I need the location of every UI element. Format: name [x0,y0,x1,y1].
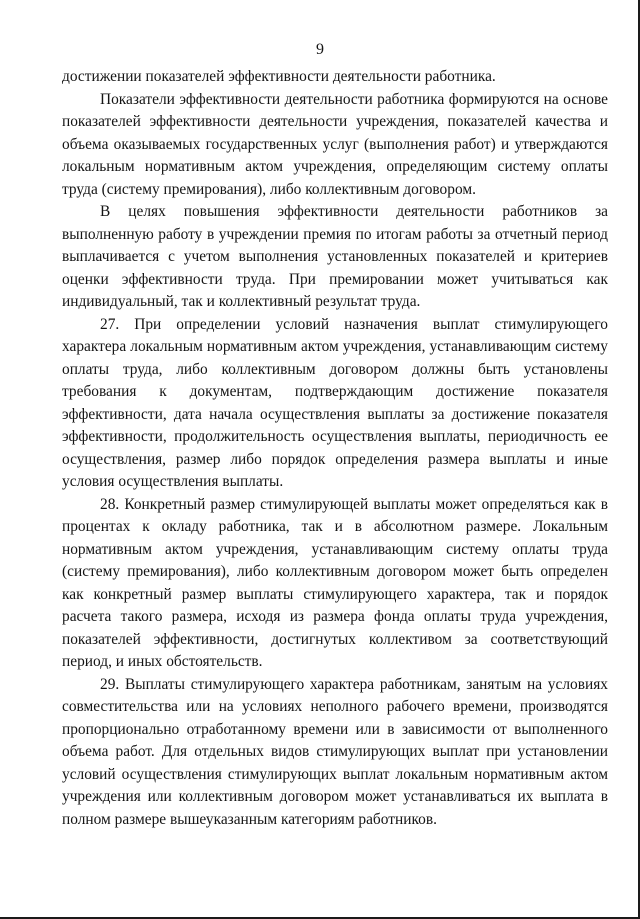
paragraph-bonus-purpose: В целях повышения эффективности деятельности работников за выполненную работу в учреждении премия по итогам работы за отчетный период выплачивается с учетом выполнения установленных показателей и критериев оценки эффективности труда. При премировании может учитываться как индивидуальный, так и коллективный результат труда. [62,203,608,310]
paragraph-continuation: достижении показателей эффективности деятельности работника. [62,68,496,85]
paragraph-clause-29: 29. Выплаты стимулирующего характера работникам, занятым на условиях совместительства или на условиях неполного рабочего времени, производятся пропорционально отработанному времени или в зависимости от выполненного объема работ. Для отдельных видов стимулирующих выплат при установлении условий осуществления стимулирующих выплат локальным нормативным актом учреждения или коллективным договором может устанавливаться их выплата в полном размере вышеуказанным категориям работников. [62,675,608,828]
page-number: 9 [316,41,324,58]
paragraph-clause-27: 27. При определении условий назначения выплат стимулирующего характера локальным нормативным актом учреждения, устанавливающим систему оплаты труда, либо коллективным договором должны быть установлены требования к документам, подтверждающим достижение показателя эффективности, дата начала осуществления выплаты за достижение показателя эффективности, продолжительность осуществления выплаты, периодичность ее осуществления, размер либо порядок определения размера выплаты и иные условия осуществления выплаты. [62,315,608,490]
paragraph-clause-28: 28. Конкретный размер стимулирующей выплаты может определяться как в процентах к окладу работника, так и в абсолютном размере. Локальным нормативным актом учреждения, устанавливающим систему оплаты труда (систему премирования), либо коллективным договором может быть определен как конкретный размер выплаты стимулирующего характера, так и порядок расчета такого размера, исходя из размера фонда оплаты труда учреждения, показателей эффективности, достигнутых коллективом за соответствующий период, и иных обстоятельств. [62,495,608,670]
paragraph-performance-indicators: Показатели эффективности деятельности работника формируются на основе показателей эффективности деятельности учреждения, показателей качества и объема оказываемых государственных услуг (выполнения работ) и утверждаются локальным нормативным актом учреждения, определяющим систему оплаты труда (систему премирования), либо коллективным договором. [62,90,608,198]
document-body [62,66,608,831]
